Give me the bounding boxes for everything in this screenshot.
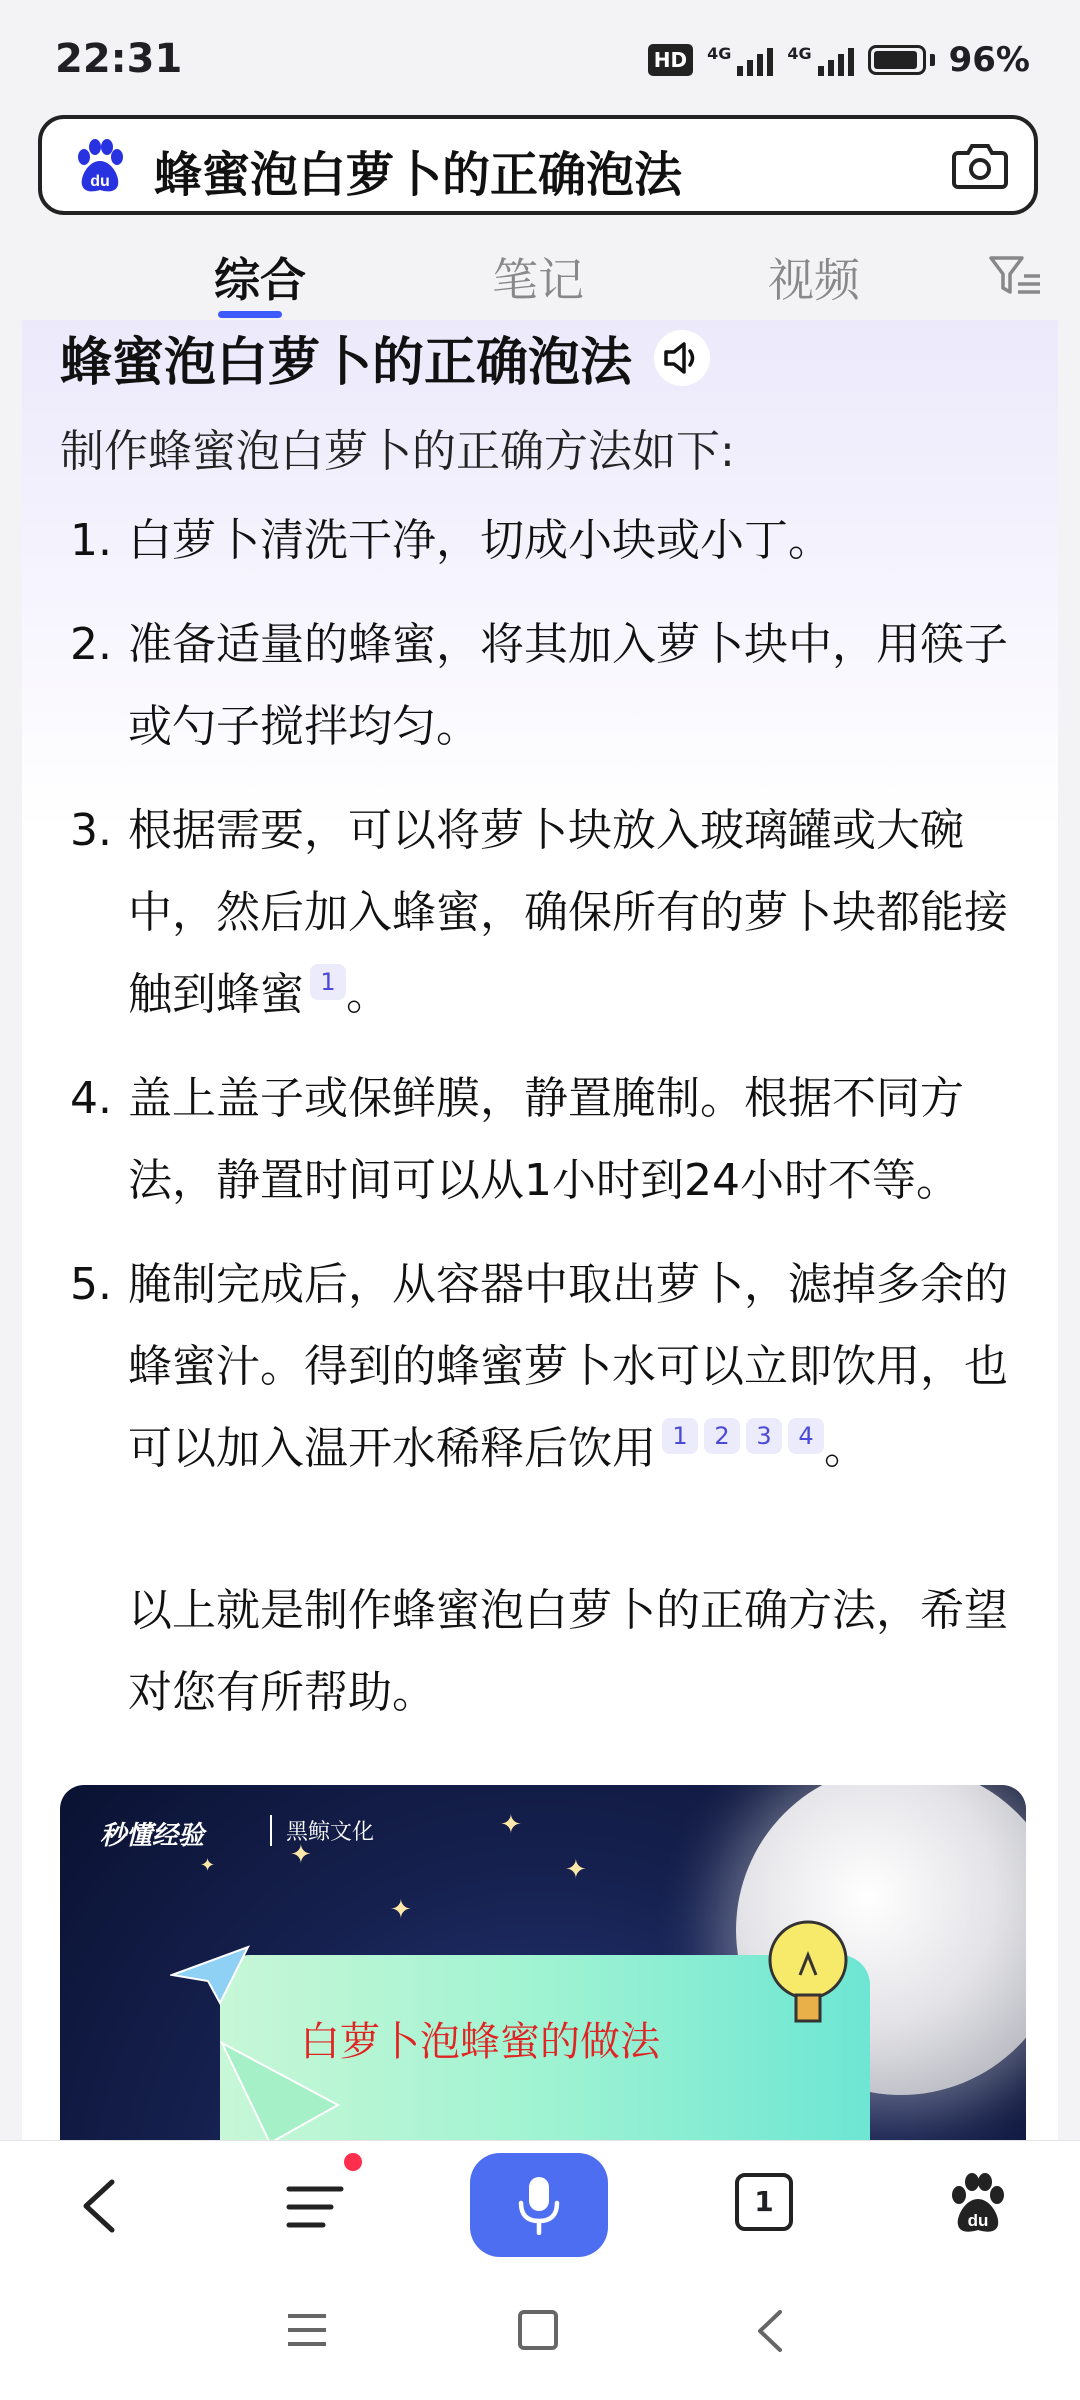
bottom-nav <box>0 2140 1080 2271</box>
list-item: 1. 白萝卜清洗干净，切成小块或小丁。 <box>70 515 832 566</box>
system-back-icon[interactable] <box>750 2308 790 2354</box>
star-icon: ✦ <box>565 1855 587 1885</box>
citation-badge[interactable]: 3 <box>746 1418 782 1454</box>
tab-comprehensive[interactable]: 综合 <box>214 253 306 307</box>
notification-dot <box>344 2153 362 2171</box>
answer-card <box>22 320 1058 2140</box>
clock: 22:31 <box>55 36 183 82</box>
star-icon: ✦ <box>200 1855 216 1876</box>
banner-title: 白萝卜泡蜂蜜的做法 <box>300 2019 660 2065</box>
answer-intro: 制作蜂蜜泡白萝卜的正确方法如下: <box>60 426 735 477</box>
recent-apps-icon[interactable] <box>286 2310 328 2350</box>
star-icon: ✦ <box>500 1810 522 1840</box>
camera-icon[interactable] <box>952 141 1008 189</box>
paper-plane-icon <box>170 1945 250 2005</box>
signal-icon: 4G <box>707 44 773 76</box>
battery-icon <box>868 45 926 75</box>
citation-badge[interactable]: 2 <box>704 1418 740 1454</box>
star-icon: ✦ <box>290 1840 312 1870</box>
hd-icon: HD <box>648 44 693 76</box>
tab-switcher-button[interactable]: 1 <box>735 2173 793 2231</box>
speaker-icon[interactable] <box>654 330 710 386</box>
list-item: 2. 准备适量的蜂蜜，将其加入萝卜块中，用筷子或勺子搅拌均匀。 <box>70 619 1008 752</box>
signal-icon-2: 4G <box>787 44 853 76</box>
list-item: 4. 盖上盖子或保鲜膜，静置腌制。根据不同方法，静置时间可以从1小时到24小时不等。 <box>70 1073 964 1206</box>
list-item: 5. 腌制完成后，从容器中取出萝卜，滤掉多余的蜂蜜汁。得到的蜂蜜萝卜水可以立即饮用，也可以加入温开水稀释后饮用 1 2 3 4 。 <box>70 1259 1008 1474</box>
system-nav-bar <box>0 2270 1080 2400</box>
answer-closing: 以上就是制作蜂蜜泡白萝卜的正确方法，希望对您有所帮助。 <box>128 1585 1008 1718</box>
tab-notes[interactable]: 笔记 <box>492 253 584 307</box>
status-icons <box>648 40 1030 80</box>
svg-text:du: du <box>90 173 110 190</box>
list-item: 3. 根据需要，可以将萝卜块放入玻璃罐或大碗中，然后加入蜂蜜，确保所有的萝卜块都能接触到蜂蜜 1 。 <box>70 805 1008 1020</box>
steps-list <box>60 500 1020 1512</box>
paper-plane-icon <box>220 2035 340 2140</box>
brand-logo: 秒懂经验 <box>100 1821 205 1851</box>
search-bar[interactable] <box>38 115 1038 215</box>
status-bar <box>0 0 1080 110</box>
answer-title: 蜂蜜泡白萝卜的正确泡法 <box>60 333 633 393</box>
filter-icon[interactable] <box>988 254 1042 298</box>
search-input[interactable]: 蜂蜜泡白萝卜的正确泡法 <box>154 147 683 203</box>
baidu-paw-icon[interactable] <box>70 137 130 197</box>
back-icon[interactable] <box>72 2176 132 2236</box>
result-image[interactable] <box>60 1785 1026 2140</box>
voice-search-button[interactable] <box>470 2153 608 2257</box>
active-tab-indicator <box>218 311 282 318</box>
baidu-home-icon[interactable] <box>945 2171 1011 2237</box>
home-icon[interactable] <box>518 2310 558 2350</box>
microphone-icon <box>517 2175 561 2235</box>
result-tabs <box>0 230 1080 320</box>
battery-level: 96% <box>948 40 1030 80</box>
menu-icon[interactable] <box>285 2179 345 2235</box>
star-icon: ✦ <box>390 1895 412 1925</box>
svg-text:du: du <box>967 2211 989 2230</box>
answer-title-row <box>60 320 710 395</box>
citation-badge[interactable]: 1 <box>662 1418 698 1454</box>
tab-videos[interactable]: 视频 <box>768 253 860 307</box>
citation-badge[interactable]: 4 <box>788 1418 824 1454</box>
citation-badge[interactable]: 1 <box>310 964 346 1000</box>
lightbulb-icon <box>760 1905 860 2045</box>
brand-logo-2: 黑鲸文化 <box>270 1815 374 1846</box>
